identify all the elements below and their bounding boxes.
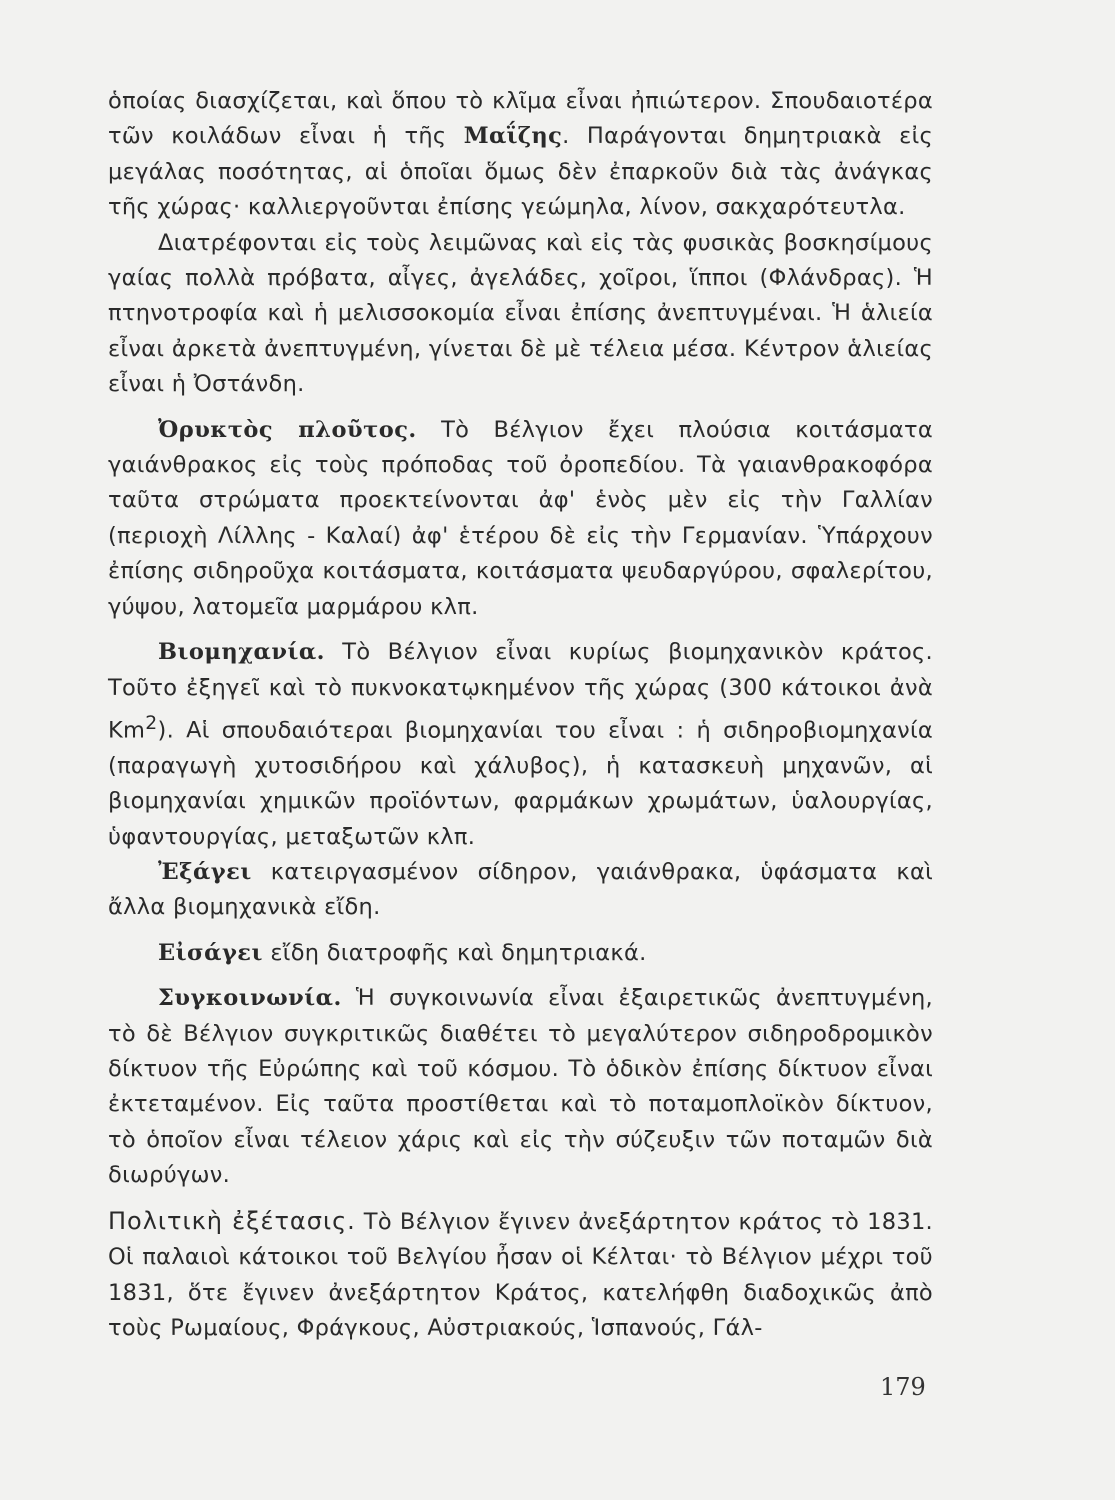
paragraph-livestock: Διατρέφονται εἰς τοὺς λειμῶνας καὶ εἰς τὰς φυσικὰς βοσκησίμους γαίας πολλὰ πρόβατα, αἶγες, ἀγελάδες, χοῖροι, ἵπποι (Φλάνδρας). Ἡ πτηνοτροφία καὶ ἡ μελισσοκομία εἶναι ἐπίσης ἀνεπτυγμέναι. Ἡ ἁλιεία εἶναι ἀρκετὰ ἀνεπτυγμένη, γίνεται δὲ μὲ τέλεια μέσα. Κέντρον ἁλιείας εἶναι ἡ Ὀστάνδη. bbox=[108, 229, 933, 398]
paragraph-minerals-text: Τὸ Βέλγιον ἔχει πλούσια κοιτάσματα γαιάνθρακος εἰς τοὺς πρόποδας τοῦ ὀροπεδίου. Τὰ γαιανθρακοφόρα ταῦτα στρώματα προεκτείνονται ἀφ' ἑνὸς μὲν εἰς τὴν Γαλλίαν (περιοχὴ Λίλλης - Καλαί) ἀφ' ἑτέρου δὲ εἰς τὴν Γερμανίαν. Ὑπάρχουν ἐπίσης σιδηροῦχα κοιτάσματα, κοιτάσματα ψευδαργύρου, σφαλερίτου, γύψου, λατομεῖα μαρμάρου κλπ. bbox=[108, 416, 933, 620]
paragraph-agriculture bbox=[108, 84, 933, 226]
heading-political: Πολιτικὴ ἐξέτασις. bbox=[108, 1206, 356, 1235]
paragraph-imports-text: εἴδη διατροφῆς καὶ δημητριακά. bbox=[270, 939, 647, 966]
superscript-two: 2 bbox=[145, 712, 158, 734]
paragraph-communications bbox=[108, 981, 933, 1193]
heading-industry: Βιομηχανία. bbox=[158, 639, 325, 666]
paragraph-agriculture-text-a: ὁποίας διασχίζεται, καὶ ὅπου τὸ κλῖμα εἶναι ἠπιώτερον. Σπουδαιοτέρα τῶν κοιλάδων εἶναι ἡ τῆς bbox=[108, 88, 933, 150]
paragraph-communications-text: Ἡ συγκοινωνία εἶναι ἐξαιρετικῶς ἀνεπτυγμένη, τὸ δὲ Βέλγιον συγκριτικῶς διαθέτει τὸ μεγαλύτερον σιδηροδρομικὸν δίκτυον τῆς Εὐρώπης καὶ τοῦ κόσμου. Τὸ ὁδικὸν ἐπίσης δίκτυον εἶναι ἐκτεταμένον. Εἰς ταῦτα προστίθεται καὶ τὸ ποταμοπλοϊκὸν δίκτυον, τὸ ὁποῖον εἶναι τέλειον χάρις καὶ εἰς τὴν σύζευξιν τῶν ποταμῶν διὰ διωρύγων. bbox=[108, 985, 933, 1189]
paragraph-exports bbox=[108, 855, 933, 926]
heading-communications: Συγκοινωνία. bbox=[158, 985, 342, 1012]
paragraph-minerals bbox=[108, 413, 933, 625]
heading-exports: Ἐξάγει bbox=[158, 859, 252, 886]
paragraph-industry-text-b: ). Αἱ σπουδαιότεραι βιομηχανίαι του εἶναι : ἡ σιδηροβιομηχανία (παραγωγὴ χυτοσιδήρου καὶ χάλυβος), ἡ κατασκευὴ μηχανῶν, αἱ βιομηχανίαι χημικῶν προϊόντων, φαρμάκων χρωμάτων, ὑαλουργίας, ὑφαντουργίας, μεταξωτῶν κλπ. bbox=[108, 717, 933, 850]
heading-minerals: Ὀρυκτὸς πλοῦτος. bbox=[158, 416, 417, 443]
paragraph-agriculture-text-b: . Παράγονται δημητριακὰ εἰς μεγάλας ποσότητας, αἱ ὁποῖαι ὅμως δὲν ἐπαρκοῦν διὰ τὰς ἀνάγκας τῆς χώρας· καλλιεργοῦνται ἐπίσης γεώμηλα, λίνον, σακχαρότευτλα. bbox=[108, 123, 933, 221]
maizis-bold-term: Μαΐζης bbox=[463, 123, 563, 150]
paragraph-industry-text-a: Τὸ Βέλγιον εἶναι κυρίως βιομηχανικὸν κράτος. Τοῦτο ἐξηγεῖ καὶ τὸ πυκνοκατῳκημένον τῆς χώρας (300 κάτοικοι ἀνὰ Km bbox=[108, 639, 934, 744]
paragraph-industry bbox=[108, 635, 933, 855]
page-number: 179 bbox=[880, 1373, 926, 1401]
paragraph-political-text: Τὸ Βέλγιον ἔγινεν ἀνεξάρτητον κράτος τὸ 1831. Οἱ παλαιοὶ κάτοικοι τοῦ Βελγίου ἦσαν οἱ Κέλται· τὸ Βέλγιον μέχρι τοῦ 1831, ὅτε ἔγινεν ἀνεξάρτητον Κράτος, κατελήφθη διαδοχικῶς ἀπὸ τοὺς Ρωμαίους, Φράγκους, Αὐστριακούς, Ἱσπανούς, Γάλ- bbox=[108, 1208, 934, 1341]
paragraph-imports bbox=[108, 936, 933, 971]
heading-imports: Εἰσάγει bbox=[158, 939, 263, 966]
paragraph-political bbox=[108, 1204, 933, 1347]
page-text-block bbox=[108, 84, 933, 1346]
paragraph-exports-text: κατειργασμένον σίδηρον, γαιάνθρακα, ὑφάσματα καὶ ἄλλα βιομηχανικὰ εἴδη. bbox=[108, 859, 933, 921]
